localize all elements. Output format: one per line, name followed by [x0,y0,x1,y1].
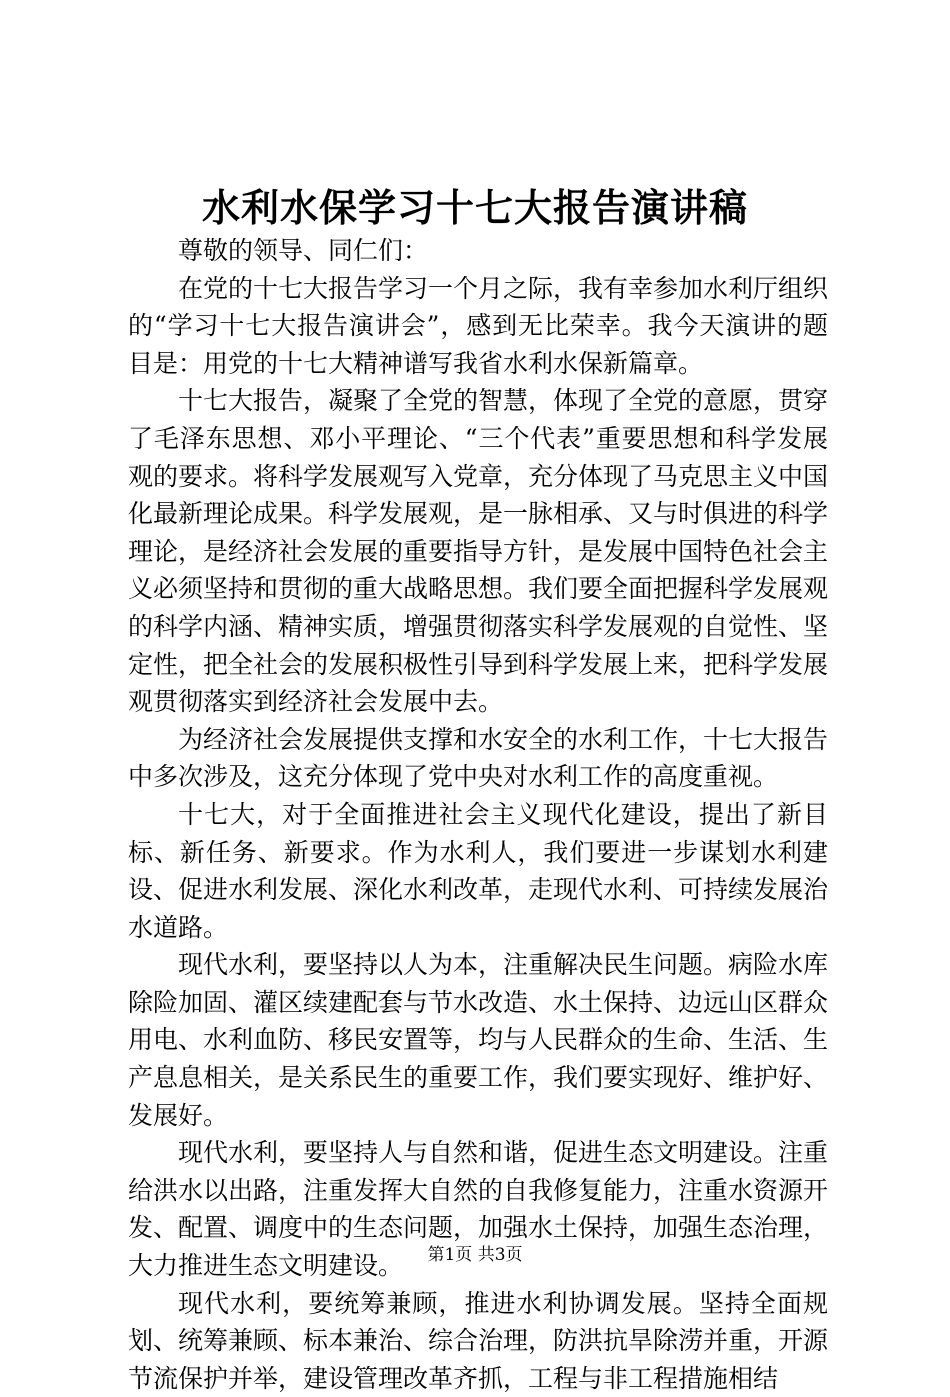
paragraph: 为经济社会发展提供支撑和水安全的水利工作，十七大报告中多次涉及，这充分体现了党中央对水利工作的高度重视。 [128,724,829,792]
salutation: 尊敬的领导、同仁们： [178,236,429,265]
paragraph: 现代水利，要坚持人与自然和谐，促进生态文明建设。注重给洪水以出路，注重发挥大自然的自我修复能力，注重水资源开发、配置、调度中的生态问题，加强水土保持，加强生态治理，大力推进生态文明建设。 [128,1138,829,1281]
paragraph: 现代水利，要坚持以人为本，注重解决民生问题。病险水库除险加固、灌区续建配套与节水改造、水土保持、边远山区群众用电、水利血防、移民安置等，均与人民群众的生命、生活、生产息息相关，是关系民生的重要工作，我们要实现好、维护好、发展好。 [128,950,829,1130]
paragraph: 十七大报告，凝聚了全党的智慧，体现了全党的意愿，贯穿了毛泽东思想、邓小平理论、“三个代表”重要思想和科学发展观的要求。将科学发展观写入党章，充分体现了马克思主义中国化最新理论成果。科学发展观，是一脉相承、又与时俱进的科学理论，是经济社会发展的重要指导方针，是发展中国特色社会主义必须坚持和贯彻的重大战略思想。我们要全面把握科学发展观的科学内涵、精神实质，增强贯彻落实科学发展观的自觉性、坚定性，把全社会的发展积极性引导到科学发展上来，把科学发展观贯彻落实到经济社会发展中去。 [128,386,829,717]
page-number-footer: 第1页 共3页 [427,1245,523,1265]
paragraph: 现代水利，要统筹兼顾，推进水利协调发展。坚持全面规划、统筹兼顾、标本兼治、综合治理，防洪抗旱除涝并重，开源节流保护并举，建设管理改革齐抓，工程与非工程措施相结 [128,1288,829,1393]
document-title: 水利水保学习十七大报告演讲稿 [201,185,748,230]
paragraph: 十七大，对于全面推进社会主义现代化建设，提出了新目标、新任务、新要求。作为水利人，我们要进一步谋划水利建设、促进水利发展、深化水利改革，走现代水利、可持续发展治水道路。 [128,799,829,942]
document-body [128,232,828,1397]
paragraph: 在党的十七大报告学习一个月之际，我有幸参加水利厅组织的“学习十七大报告演讲会”，感到无比荣幸。我今天演讲的题目是：用党的十七大精神谱写我省水利水保新篇章。 [128,273,829,378]
